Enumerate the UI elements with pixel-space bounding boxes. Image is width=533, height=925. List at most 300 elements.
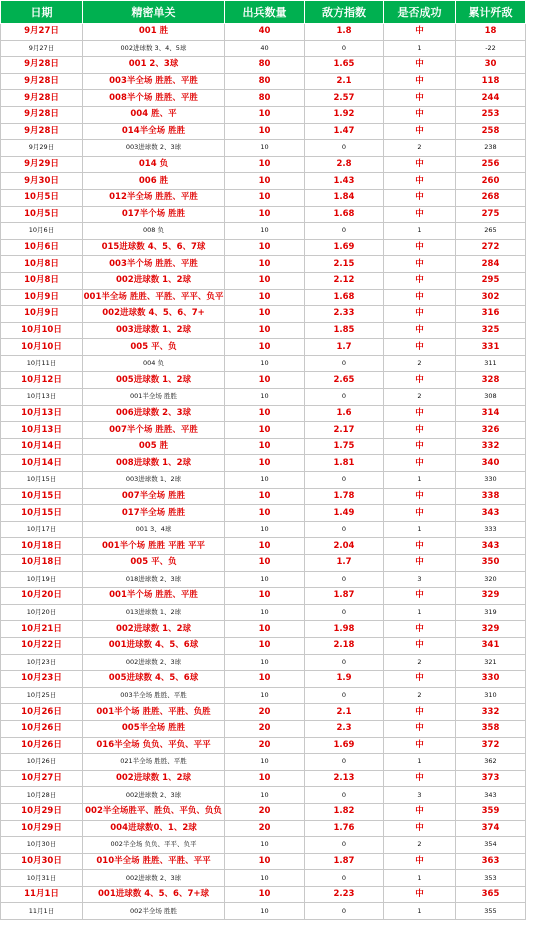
cell-date[interactable]: 10月18日	[1, 555, 83, 572]
cell-pick[interactable]: 002进球数 1、2球	[83, 770, 225, 787]
cell-total[interactable]: 30	[456, 57, 526, 74]
cell-total[interactable]: 284	[456, 256, 526, 273]
cell-date[interactable]: 11月1日	[1, 903, 83, 920]
cell-pick[interactable]: 003进球数 1、2球	[83, 472, 225, 489]
cell-odds[interactable]: 2.04	[305, 538, 384, 555]
cell-date[interactable]: 10月9日	[1, 306, 83, 323]
cell-stake[interactable]: 10	[225, 853, 305, 870]
cell-stake[interactable]: 10	[225, 156, 305, 173]
header-stake[interactable]: 出兵数量	[225, 1, 305, 24]
cell-result[interactable]: 中	[384, 272, 456, 289]
cell-date[interactable]: 10月14日	[1, 438, 83, 455]
cell-odds[interactable]: 2.57	[305, 90, 384, 107]
cell-pick[interactable]: 002半全场 胜胜	[83, 903, 225, 920]
cell-stake[interactable]: 10	[225, 637, 305, 654]
cell-result[interactable]: 中	[384, 853, 456, 870]
cell-odds[interactable]: 1.65	[305, 57, 384, 74]
cell-odds[interactable]: 0	[305, 654, 384, 671]
cell-pick[interactable]: 001 2、3球	[83, 57, 225, 74]
cell-date[interactable]: 10月8日	[1, 256, 83, 273]
cell-date[interactable]: 10月14日	[1, 455, 83, 472]
cell-stake[interactable]: 10	[225, 787, 305, 804]
cell-stake[interactable]: 10	[225, 405, 305, 422]
cell-stake[interactable]: 10	[225, 654, 305, 671]
cell-pick[interactable]: 003半全场 胜胜、平胜	[83, 687, 225, 704]
cell-result[interactable]: 中	[384, 123, 456, 140]
cell-result[interactable]: 中	[384, 73, 456, 90]
cell-pick[interactable]: 005 平、负	[83, 339, 225, 356]
cell-date[interactable]: 10月13日	[1, 422, 83, 439]
cell-total[interactable]: 319	[456, 604, 526, 621]
cell-total[interactable]: 329	[456, 621, 526, 638]
cell-result[interactable]: 中	[384, 820, 456, 837]
cell-odds[interactable]: 1.68	[305, 206, 384, 223]
cell-odds[interactable]: 2.12	[305, 272, 384, 289]
cell-date[interactable]: 9月28日	[1, 106, 83, 123]
cell-result[interactable]: 3	[384, 787, 456, 804]
cell-pick[interactable]: 001半个场 胜胜 平胜 平平	[83, 538, 225, 555]
cell-total[interactable]: 340	[456, 455, 526, 472]
cell-date[interactable]: 9月28日	[1, 73, 83, 90]
header-odds[interactable]: 敌方指数	[305, 1, 384, 24]
cell-result[interactable]: 中	[384, 289, 456, 306]
cell-odds[interactable]: 1.82	[305, 803, 384, 820]
cell-odds[interactable]: 0	[305, 140, 384, 157]
cell-result[interactable]: 2	[384, 687, 456, 704]
cell-date[interactable]: 10月22日	[1, 637, 83, 654]
cell-odds[interactable]: 1.85	[305, 322, 384, 339]
cell-total[interactable]: 374	[456, 820, 526, 837]
cell-result[interactable]: 中	[384, 455, 456, 472]
cell-odds[interactable]: 1.75	[305, 438, 384, 455]
cell-total[interactable]: 253	[456, 106, 526, 123]
cell-date[interactable]: 10月10日	[1, 339, 83, 356]
cell-date[interactable]: 10月26日	[1, 720, 83, 737]
cell-date[interactable]: 10月31日	[1, 870, 83, 887]
cell-total[interactable]: 320	[456, 571, 526, 588]
cell-total[interactable]: 329	[456, 588, 526, 605]
cell-total[interactable]: 328	[456, 372, 526, 389]
cell-date[interactable]: 10月26日	[1, 754, 83, 771]
cell-total[interactable]: 244	[456, 90, 526, 107]
cell-total[interactable]: 358	[456, 720, 526, 737]
cell-result[interactable]: 中	[384, 438, 456, 455]
cell-result[interactable]: 中	[384, 737, 456, 754]
cell-odds[interactable]: 2.33	[305, 306, 384, 323]
cell-odds[interactable]: 2.1	[305, 704, 384, 721]
cell-total[interactable]: 373	[456, 770, 526, 787]
cell-odds[interactable]: 2.15	[305, 256, 384, 273]
cell-pick[interactable]: 008半个场 胜胜、平胜	[83, 90, 225, 107]
cell-stake[interactable]: 10	[225, 687, 305, 704]
cell-pick[interactable]: 003半个场 胜胜、平胜	[83, 256, 225, 273]
cell-result[interactable]: 中	[384, 106, 456, 123]
cell-stake[interactable]: 40	[225, 40, 305, 57]
cell-date[interactable]: 10月19日	[1, 571, 83, 588]
cell-pick[interactable]: 014半全场 胜胜	[83, 123, 225, 140]
cell-result[interactable]: 中	[384, 637, 456, 654]
cell-pick[interactable]: 002进球数 1、2球	[83, 621, 225, 638]
cell-odds[interactable]: 0	[305, 903, 384, 920]
cell-result[interactable]: 中	[384, 555, 456, 572]
cell-stake[interactable]: 10	[225, 837, 305, 854]
cell-stake[interactable]: 10	[225, 472, 305, 489]
cell-stake[interactable]: 10	[225, 621, 305, 638]
cell-pick[interactable]: 005 胜	[83, 438, 225, 455]
cell-date[interactable]: 10月20日	[1, 604, 83, 621]
cell-odds[interactable]: 2.65	[305, 372, 384, 389]
cell-date[interactable]: 9月27日	[1, 24, 83, 41]
cell-odds[interactable]: 1.76	[305, 820, 384, 837]
cell-result[interactable]: 3	[384, 571, 456, 588]
cell-stake[interactable]: 80	[225, 90, 305, 107]
cell-pick[interactable]: 003进球数 1、2球	[83, 322, 225, 339]
cell-pick[interactable]: 005 平、负	[83, 555, 225, 572]
cell-result[interactable]: 中	[384, 538, 456, 555]
cell-pick[interactable]: 010半全场 胜胜、平胜、平平	[83, 853, 225, 870]
cell-stake[interactable]: 10	[225, 588, 305, 605]
cell-odds[interactable]: 1.87	[305, 853, 384, 870]
cell-date[interactable]: 10月15日	[1, 488, 83, 505]
cell-date[interactable]: 10月18日	[1, 538, 83, 555]
cell-total[interactable]: 343	[456, 505, 526, 522]
cell-odds[interactable]: 1.7	[305, 339, 384, 356]
cell-pick[interactable]: 005半全场 胜胜	[83, 720, 225, 737]
cell-pick[interactable]: 021半全场 胜胜、平胜	[83, 754, 225, 771]
cell-stake[interactable]: 20	[225, 737, 305, 754]
cell-stake[interactable]: 10	[225, 239, 305, 256]
cell-pick[interactable]: 001进球数 4、5、6球	[83, 637, 225, 654]
cell-stake[interactable]: 10	[225, 306, 305, 323]
cell-odds[interactable]: 2.1	[305, 73, 384, 90]
cell-odds[interactable]: 0	[305, 223, 384, 240]
cell-date[interactable]: 10月20日	[1, 588, 83, 605]
cell-result[interactable]: 中	[384, 57, 456, 74]
cell-total[interactable]: 331	[456, 339, 526, 356]
cell-pick[interactable]: 008进球数 1、2球	[83, 455, 225, 472]
cell-stake[interactable]: 10	[225, 455, 305, 472]
cell-total[interactable]: 272	[456, 239, 526, 256]
cell-stake[interactable]: 10	[225, 322, 305, 339]
cell-total[interactable]: 372	[456, 737, 526, 754]
cell-pick[interactable]: 006进球数 2、3球	[83, 405, 225, 422]
cell-result[interactable]: 中	[384, 206, 456, 223]
cell-pick[interactable]: 017半全场 胜胜	[83, 505, 225, 522]
cell-stake[interactable]: 10	[225, 123, 305, 140]
cell-odds[interactable]: 1.6	[305, 405, 384, 422]
cell-pick[interactable]: 013进球数 1、2球	[83, 604, 225, 621]
cell-pick[interactable]: 004 胜、平	[83, 106, 225, 123]
cell-odds[interactable]: 0	[305, 355, 384, 372]
cell-total[interactable]: 275	[456, 206, 526, 223]
cell-total[interactable]: 330	[456, 472, 526, 489]
cell-stake[interactable]: 10	[225, 355, 305, 372]
cell-odds[interactable]: 1.81	[305, 455, 384, 472]
cell-stake[interactable]: 20	[225, 720, 305, 737]
cell-pick[interactable]: 001半全场 胜胜	[83, 389, 225, 406]
cell-stake[interactable]: 10	[225, 223, 305, 240]
cell-odds[interactable]: 0	[305, 787, 384, 804]
cell-stake[interactable]: 10	[225, 289, 305, 306]
cell-odds[interactable]: 0	[305, 571, 384, 588]
cell-date[interactable]: 10月13日	[1, 405, 83, 422]
header-total[interactable]: 累计歼敌	[456, 1, 526, 24]
cell-date[interactable]: 9月29日	[1, 156, 83, 173]
cell-stake[interactable]: 10	[225, 389, 305, 406]
cell-odds[interactable]: 0	[305, 472, 384, 489]
cell-odds[interactable]: 1.98	[305, 621, 384, 638]
header-result[interactable]: 是否成功	[384, 1, 456, 24]
cell-odds[interactable]: 1.7	[305, 555, 384, 572]
cell-result[interactable]: 中	[384, 306, 456, 323]
cell-date[interactable]: 10月29日	[1, 820, 83, 837]
cell-date[interactable]: 9月27日	[1, 40, 83, 57]
cell-total[interactable]: 118	[456, 73, 526, 90]
cell-total[interactable]: 260	[456, 173, 526, 190]
cell-pick[interactable]: 001 3、4球	[83, 521, 225, 538]
cell-stake[interactable]: 10	[225, 886, 305, 903]
cell-odds[interactable]: 2.23	[305, 886, 384, 903]
cell-date[interactable]: 10月28日	[1, 787, 83, 804]
cell-date[interactable]: 10月15日	[1, 505, 83, 522]
cell-odds[interactable]: 1.43	[305, 173, 384, 190]
cell-stake[interactable]: 10	[225, 671, 305, 688]
cell-result[interactable]: 2	[384, 389, 456, 406]
cell-odds[interactable]: 1.92	[305, 106, 384, 123]
cell-date[interactable]: 10月10日	[1, 322, 83, 339]
cell-pick[interactable]: 018进球数 2、3球	[83, 571, 225, 588]
cell-total[interactable]: 302	[456, 289, 526, 306]
cell-total[interactable]: 238	[456, 140, 526, 157]
cell-pick[interactable]: 001半个场 胜胜、平胜、负胜	[83, 704, 225, 721]
cell-total[interactable]: 256	[456, 156, 526, 173]
cell-total[interactable]: 311	[456, 355, 526, 372]
cell-result[interactable]: 中	[384, 372, 456, 389]
cell-stake[interactable]: 80	[225, 73, 305, 90]
cell-date[interactable]: 10月5日	[1, 189, 83, 206]
cell-pick[interactable]: 002进球数 2、3球	[83, 870, 225, 887]
cell-stake[interactable]: 10	[225, 555, 305, 572]
cell-pick[interactable]: 008 负	[83, 223, 225, 240]
cell-stake[interactable]: 20	[225, 704, 305, 721]
cell-date[interactable]: 10月8日	[1, 272, 83, 289]
cell-odds[interactable]: 2.18	[305, 637, 384, 654]
cell-date[interactable]: 9月30日	[1, 173, 83, 190]
cell-result[interactable]: 中	[384, 720, 456, 737]
cell-odds[interactable]: 1.84	[305, 189, 384, 206]
cell-result[interactable]: 中	[384, 422, 456, 439]
cell-total[interactable]: 308	[456, 389, 526, 406]
cell-pick[interactable]: 002进球数 4、5、6、7+	[83, 306, 225, 323]
cell-stake[interactable]: 10	[225, 754, 305, 771]
cell-date[interactable]: 9月29日	[1, 140, 83, 157]
cell-odds[interactable]: 2.17	[305, 422, 384, 439]
cell-date[interactable]: 10月15日	[1, 472, 83, 489]
cell-result[interactable]: 1	[384, 870, 456, 887]
cell-pick[interactable]: 001 胜	[83, 24, 225, 41]
cell-stake[interactable]: 10	[225, 521, 305, 538]
cell-odds[interactable]: 0	[305, 754, 384, 771]
cell-result[interactable]: 中	[384, 770, 456, 787]
cell-pick[interactable]: 002半全场胜平、胜负、平负、负负	[83, 803, 225, 820]
cell-total[interactable]: 359	[456, 803, 526, 820]
cell-pick[interactable]: 004 负	[83, 355, 225, 372]
cell-pick[interactable]: 005进球数 1、2球	[83, 372, 225, 389]
cell-result[interactable]: 中	[384, 156, 456, 173]
cell-pick[interactable]: 001半全场 胜胜、平胜、平平、负平	[83, 289, 225, 306]
cell-date[interactable]: 9月28日	[1, 57, 83, 74]
cell-stake[interactable]: 10	[225, 189, 305, 206]
cell-stake[interactable]: 10	[225, 272, 305, 289]
cell-result[interactable]: 中	[384, 24, 456, 41]
cell-odds[interactable]: 0	[305, 687, 384, 704]
cell-date[interactable]: 10月12日	[1, 372, 83, 389]
cell-result[interactable]: 中	[384, 189, 456, 206]
cell-pick[interactable]: 006 胜	[83, 173, 225, 190]
cell-pick[interactable]: 007半全场 胜胜	[83, 488, 225, 505]
cell-result[interactable]: 中	[384, 90, 456, 107]
cell-date[interactable]: 10月27日	[1, 770, 83, 787]
cell-stake[interactable]: 20	[225, 803, 305, 820]
cell-total[interactable]: 338	[456, 488, 526, 505]
cell-pick[interactable]: 002进球数 2、3球	[83, 787, 225, 804]
cell-total[interactable]: 330	[456, 671, 526, 688]
cell-result[interactable]: 中	[384, 239, 456, 256]
cell-stake[interactable]: 10	[225, 903, 305, 920]
cell-result[interactable]: 中	[384, 256, 456, 273]
cell-pick[interactable]: 003半全场 胜胜、平胜	[83, 73, 225, 90]
cell-odds[interactable]: 1.69	[305, 239, 384, 256]
cell-result[interactable]: 1	[384, 521, 456, 538]
cell-result[interactable]: 中	[384, 505, 456, 522]
cell-date[interactable]: 10月23日	[1, 671, 83, 688]
cell-total[interactable]: 258	[456, 123, 526, 140]
cell-stake[interactable]: 10	[225, 604, 305, 621]
cell-result[interactable]: 2	[384, 654, 456, 671]
cell-pick[interactable]: 017半个场 胜胜	[83, 206, 225, 223]
cell-result[interactable]: 1	[384, 40, 456, 57]
cell-result[interactable]: 1	[384, 754, 456, 771]
cell-odds[interactable]: 0	[305, 870, 384, 887]
cell-total[interactable]: 295	[456, 272, 526, 289]
cell-stake[interactable]: 10	[225, 571, 305, 588]
cell-total[interactable]: 343	[456, 787, 526, 804]
cell-stake[interactable]: 10	[225, 206, 305, 223]
cell-stake[interactable]: 10	[225, 173, 305, 190]
cell-stake[interactable]: 10	[225, 106, 305, 123]
cell-odds[interactable]: 0	[305, 40, 384, 57]
cell-pick[interactable]: 002进球数 1、2球	[83, 272, 225, 289]
cell-date[interactable]: 9月28日	[1, 123, 83, 140]
cell-odds[interactable]: 1.87	[305, 588, 384, 605]
cell-result[interactable]: 中	[384, 704, 456, 721]
cell-total[interactable]: 265	[456, 223, 526, 240]
cell-pick[interactable]: 005进球数 4、5、6球	[83, 671, 225, 688]
cell-pick[interactable]: 002进球数 2、3球	[83, 654, 225, 671]
cell-date[interactable]: 9月28日	[1, 90, 83, 107]
cell-total[interactable]: 343	[456, 538, 526, 555]
cell-odds[interactable]: 0	[305, 837, 384, 854]
cell-date[interactable]: 10月29日	[1, 803, 83, 820]
cell-total[interactable]: 321	[456, 654, 526, 671]
cell-odds[interactable]: 1.9	[305, 671, 384, 688]
cell-result[interactable]: 中	[384, 405, 456, 422]
cell-pick[interactable]: 001半个场 胜胜、平胜	[83, 588, 225, 605]
cell-result[interactable]: 1	[384, 604, 456, 621]
header-pick[interactable]: 精密单关	[83, 1, 225, 24]
cell-odds[interactable]: 1.49	[305, 505, 384, 522]
cell-total[interactable]: 350	[456, 555, 526, 572]
cell-odds[interactable]: 1.78	[305, 488, 384, 505]
cell-result[interactable]: 中	[384, 621, 456, 638]
cell-pick[interactable]: 004进球数0、1、2球	[83, 820, 225, 837]
cell-pick[interactable]: 001进球数 4、5、6、7+球	[83, 886, 225, 903]
cell-total[interactable]: -22	[456, 40, 526, 57]
cell-pick[interactable]: 016半全场 负负、平负、平平	[83, 737, 225, 754]
cell-total[interactable]: 362	[456, 754, 526, 771]
cell-pick[interactable]: 007半个场 胜胜、平胜	[83, 422, 225, 439]
cell-date[interactable]: 10月26日	[1, 737, 83, 754]
cell-date[interactable]: 10月9日	[1, 289, 83, 306]
cell-date[interactable]: 10月6日	[1, 239, 83, 256]
cell-date[interactable]: 10月11日	[1, 355, 83, 372]
cell-odds[interactable]: 1.8	[305, 24, 384, 41]
cell-stake[interactable]: 10	[225, 488, 305, 505]
cell-pick[interactable]: 014 负	[83, 156, 225, 173]
cell-odds[interactable]: 2.13	[305, 770, 384, 787]
cell-result[interactable]: 2	[384, 140, 456, 157]
cell-date[interactable]: 10月30日	[1, 853, 83, 870]
cell-result[interactable]: 中	[384, 671, 456, 688]
cell-stake[interactable]: 80	[225, 57, 305, 74]
cell-date[interactable]: 10月23日	[1, 654, 83, 671]
cell-pick[interactable]: 002进球数 3、4、5球	[83, 40, 225, 57]
cell-odds[interactable]: 0	[305, 604, 384, 621]
cell-pick[interactable]: 003进球数 2、3球	[83, 140, 225, 157]
cell-pick[interactable]: 015进球数 4、5、6、7球	[83, 239, 225, 256]
cell-stake[interactable]: 10	[225, 538, 305, 555]
cell-result[interactable]: 1	[384, 903, 456, 920]
cell-date[interactable]: 10月26日	[1, 704, 83, 721]
cell-total[interactable]: 353	[456, 870, 526, 887]
cell-total[interactable]: 314	[456, 405, 526, 422]
cell-total[interactable]: 332	[456, 438, 526, 455]
header-date[interactable]: 日期	[1, 1, 83, 24]
cell-stake[interactable]: 20	[225, 820, 305, 837]
cell-date[interactable]: 10月30日	[1, 837, 83, 854]
cell-total[interactable]: 310	[456, 687, 526, 704]
cell-odds[interactable]: 1.68	[305, 289, 384, 306]
cell-result[interactable]: 1	[384, 223, 456, 240]
cell-result[interactable]: 中	[384, 803, 456, 820]
cell-stake[interactable]: 10	[225, 870, 305, 887]
cell-pick[interactable]: 002半全场 负负、平平、负平	[83, 837, 225, 854]
cell-date[interactable]: 10月13日	[1, 389, 83, 406]
cell-odds[interactable]: 0	[305, 521, 384, 538]
cell-total[interactable]: 332	[456, 704, 526, 721]
cell-stake[interactable]: 10	[225, 505, 305, 522]
cell-result[interactable]: 中	[384, 488, 456, 505]
cell-stake[interactable]: 10	[225, 422, 305, 439]
cell-result[interactable]: 2	[384, 837, 456, 854]
cell-date[interactable]: 11月1日	[1, 886, 83, 903]
cell-total[interactable]: 354	[456, 837, 526, 854]
cell-result[interactable]: 中	[384, 588, 456, 605]
cell-total[interactable]: 365	[456, 886, 526, 903]
cell-result[interactable]: 中	[384, 173, 456, 190]
cell-odds[interactable]: 1.69	[305, 737, 384, 754]
cell-total[interactable]: 326	[456, 422, 526, 439]
